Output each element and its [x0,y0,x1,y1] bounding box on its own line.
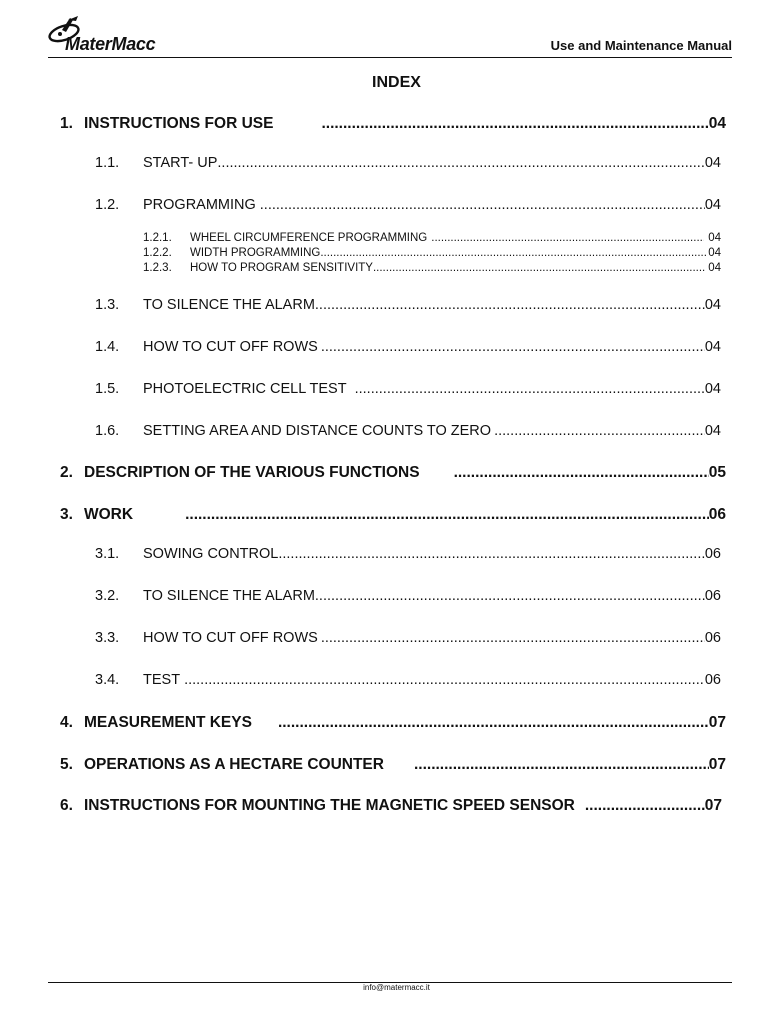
toc-entry-1-4[interactable] [95,339,721,359]
toc-page: 06 [704,546,721,562]
toc-leader [217,155,704,171]
toc-entry-1-2-2[interactable] [143,247,721,262]
toc-leader [180,672,705,688]
toc-entry-3[interactable] [60,506,726,528]
toc-page: 04 [704,423,721,439]
toc-title: SETTING AREA AND DISTANCE COUNTS TO ZERO [143,423,492,439]
toc-entry-1-1[interactable] [95,155,721,175]
toc-entry-2[interactable] [60,464,726,486]
manual-title: Use and Maintenance Manual [550,38,732,53]
toc-page: 04 [708,262,721,274]
toc-number: 1. [60,115,73,132]
toc-title: MEASUREMENT KEYS [84,714,252,731]
toc-entry-1[interactable] [60,115,726,137]
toc-number: 1.6. [95,423,120,439]
toc-page: 04 [708,115,726,132]
toc-page: 04 [708,247,721,259]
toc-title: DESCRIPTION OF THE VARIOUS FUNCTIONS [84,464,420,481]
toc-entry-4[interactable] [60,714,726,736]
toc-entry-1-3[interactable] [95,297,721,317]
toc-page: 05 [708,464,726,481]
toc-leader [414,756,709,774]
footer-email[interactable]: info@matermacc.it [363,983,430,992]
toc-title: SOWING CONTROL [143,546,279,562]
toc-number: 3. [60,506,73,523]
logo-wordmark: MaterMacc [65,34,156,54]
toc-title: TO SILENCE THE ALARM [143,588,315,604]
toc-leader [491,423,705,439]
toc-number: 5. [60,756,73,773]
toc-title: WORK [84,506,134,523]
toc-leader [318,630,705,646]
toc-entry-1-2-1[interactable] [143,232,721,247]
toc-leader [278,714,709,732]
toc-title: HOW TO CUT OFF ROWS [143,630,318,646]
toc-page: 04 [704,381,721,397]
toc-number: 3.2. [95,588,120,604]
toc-number: 4. [60,714,73,731]
toc-leader [320,247,706,259]
toc-leader [454,464,709,482]
toc-number: 1.2.2. [143,247,172,259]
toc-number: 1.2.3. [143,262,172,274]
toc-leader [585,797,705,815]
toc-leader [256,197,705,213]
toc-number: 1.5. [95,381,120,397]
toc-leader [427,232,704,244]
toc-leader [321,115,708,133]
toc-entry-5[interactable] [60,756,726,778]
toc-page: 07 [708,756,726,773]
toc-title: TO SILENCE THE ALARM [143,297,315,313]
toc-page: 04 [704,339,721,355]
toc-number: 6. [60,797,73,814]
toc-entry-1-2[interactable] [95,197,721,217]
toc-page: 06 [708,506,726,523]
toc-entry-1-5[interactable] [95,381,721,401]
toc-page: 04 [708,232,721,244]
toc-leader [347,381,705,397]
toc-title: TEST [143,672,181,688]
toc-title: HOW TO PROGRAM SENSITIVITY [190,262,373,274]
toc-title: INSTRUCTIONS FOR USE [84,115,274,132]
toc-title: HOW TO CUT OFF ROWS [143,339,318,355]
toc-page: 06 [704,588,721,604]
toc-title: WHEEL CIRCUMFERENCE PROGRAMMING [190,232,428,244]
toc-number: 1.1. [95,155,120,171]
toc-number: 3.1. [95,546,120,562]
toc-number: 3.3. [95,630,120,646]
toc-number: 1.2.1. [143,232,172,244]
toc-number: 2. [60,464,73,481]
toc-leader [315,297,705,313]
toc-page: 07 [704,797,722,814]
toc-page: 06 [704,672,721,688]
toc-leader [373,262,706,274]
toc-title: PHOTOELECTRIC CELL TEST [143,381,347,397]
toc-title: START- UP [143,155,218,171]
toc-entry-6[interactable] [60,797,722,819]
toc-leader [185,506,709,524]
toc-leader [278,546,705,562]
toc-leader [315,588,705,604]
toc-title: OPERATIONS AS A HECTARE COUNTER [84,756,384,773]
toc-page: 04 [704,155,721,171]
toc-number: 1.3. [95,297,120,313]
toc-page: 07 [708,714,726,731]
toc-entry-3-2[interactable] [95,588,721,608]
toc-entry-3-4[interactable] [95,672,721,692]
toc-page: 04 [704,197,721,213]
toc-entry-1-2-3[interactable] [143,262,721,277]
toc-page: 06 [704,630,721,646]
toc-number: 1.2. [95,197,120,213]
toc-title: PROGRAMMING [143,197,256,213]
toc-number: 1.4. [95,339,120,355]
toc-page: 04 [704,297,721,313]
toc-title: INSTRUCTIONS FOR MOUNTING THE MAGNETIC SPEED SENSOR [84,797,575,814]
toc-leader [318,339,705,355]
toc-number: 3.4. [95,672,120,688]
page-title: INDEX [372,74,421,91]
toc-entry-1-6[interactable] [95,423,721,443]
toc-entry-3-3[interactable] [95,630,721,650]
toc-title: WIDTH PROGRAMMING [190,247,321,259]
toc-entry-3-1[interactable] [95,546,721,566]
